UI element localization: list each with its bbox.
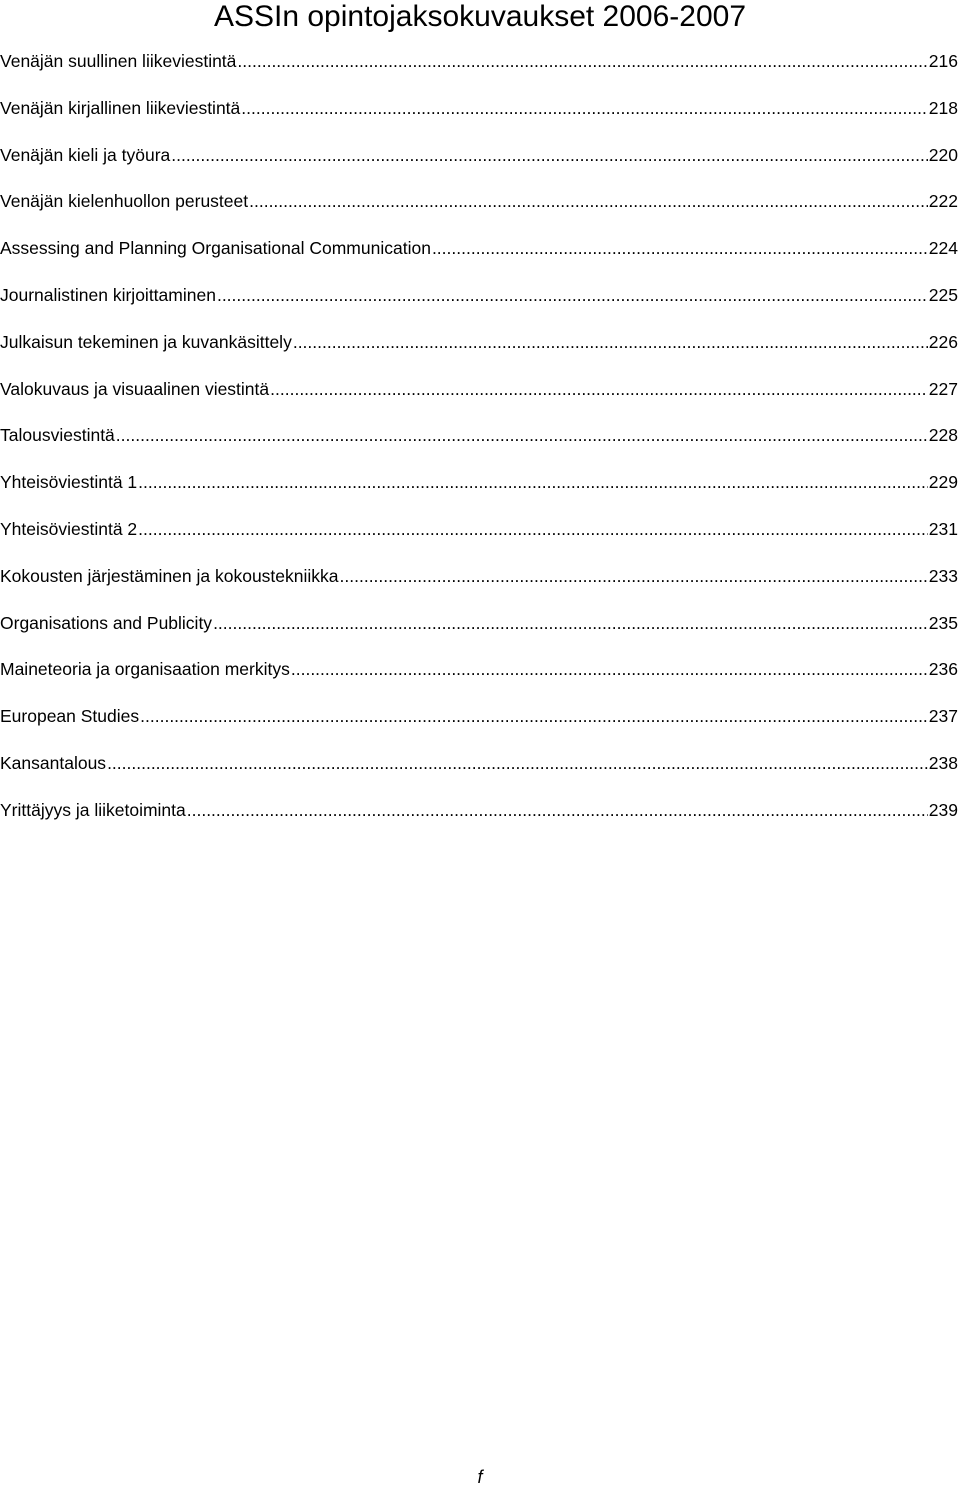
toc-entry[interactable] <box>0 559 958 606</box>
toc-entry-title: Maineteoria ja organisaation merkitys <box>0 659 290 680</box>
toc-entry-title: Kokousten järjestäminen ja kokoustekniikka <box>0 565 339 586</box>
toc-entry-title: Yhteisöviestintä 2 <box>0 518 138 539</box>
toc-entry[interactable] <box>0 512 958 559</box>
toc-entry[interactable] <box>0 465 958 512</box>
toc-entry-page: 228 <box>928 425 958 446</box>
dot-leader <box>237 50 927 72</box>
toc-entry-page: 236 <box>928 659 958 680</box>
dot-leader <box>270 378 928 400</box>
toc-entry-page: 216 <box>928 51 958 71</box>
dot-leader <box>107 752 928 774</box>
toc-entry-title: Venäjän kirjallinen liikeviestintä <box>0 97 241 118</box>
toc-entry-page: 235 <box>928 612 958 633</box>
dot-leader <box>217 284 928 306</box>
toc-entry[interactable] <box>0 184 958 231</box>
table-of-contents <box>0 44 958 840</box>
page-footer-marker: f <box>477 1467 483 1487</box>
toc-entry-title: Organisations and Publicity <box>0 612 213 633</box>
dot-leader <box>340 565 928 587</box>
toc-entry[interactable] <box>0 138 958 185</box>
dot-leader <box>138 518 928 540</box>
dot-leader <box>249 190 928 212</box>
toc-entry[interactable] <box>0 231 958 278</box>
toc-entry-title: Yrittäjyys ja liiketoiminta <box>0 799 186 820</box>
toc-entry-title: Journalistinen kirjoittaminen <box>0 284 216 305</box>
toc-entry-title: Venäjän kieli ja työura <box>0 144 171 165</box>
dot-leader <box>138 471 928 493</box>
toc-entry[interactable] <box>0 325 958 372</box>
dot-leader <box>291 658 928 680</box>
toc-entry-title: Yhteisöviestintä 1 <box>0 472 138 493</box>
toc-entry[interactable] <box>0 278 958 325</box>
toc-entry-title: Kansantalous <box>0 752 107 773</box>
toc-entry-page: 237 <box>928 706 958 727</box>
dot-leader <box>116 424 928 446</box>
toc-entry-page: 238 <box>928 752 958 773</box>
dot-leader <box>241 97 928 119</box>
toc-entry-page: 227 <box>928 378 958 399</box>
toc-entry-page: 218 <box>928 97 958 118</box>
toc-entry-page: 226 <box>928 331 958 352</box>
toc-entry[interactable] <box>0 793 958 840</box>
dot-leader <box>293 331 928 353</box>
toc-entry-title: Venäjän kielenhuollon perusteet <box>0 191 249 212</box>
toc-entry-page: 224 <box>928 238 958 259</box>
toc-entry[interactable] <box>0 606 958 653</box>
toc-entry[interactable] <box>0 652 958 699</box>
toc-entry-page: 220 <box>928 144 958 165</box>
toc-entry-page: 231 <box>928 518 958 539</box>
toc-entry[interactable] <box>0 746 958 793</box>
toc-entry-page: 239 <box>928 799 958 820</box>
dot-leader <box>171 144 928 166</box>
toc-entry-page: 229 <box>928 472 958 493</box>
toc-entry-title: Julkaisun tekeminen ja kuvankäsittely <box>0 331 292 352</box>
toc-entry-title: Valokuvaus ja visuaalinen viestintä <box>0 378 270 399</box>
toc-entry-title: Venäjän suullinen liikeviestintä <box>0 51 237 71</box>
toc-entry[interactable] <box>0 91 958 138</box>
toc-entry-title: European Studies <box>0 706 140 727</box>
page-title: ASSIn opintojaksokuvaukset 2006-2007 <box>213 0 747 33</box>
toc-entry-title: Talousviestintä <box>0 425 115 446</box>
dot-leader <box>187 799 928 821</box>
toc-entry[interactable] <box>0 372 958 419</box>
toc-entry[interactable] <box>0 699 958 746</box>
toc-entry[interactable] <box>0 44 958 91</box>
toc-entry[interactable] <box>0 418 958 465</box>
toc-entry-page: 222 <box>928 191 958 212</box>
dot-leader <box>213 612 928 634</box>
dot-leader <box>432 237 928 259</box>
dot-leader <box>140 705 928 727</box>
toc-entry-page: 233 <box>928 565 958 586</box>
toc-entry-title: Assessing and Planning Organisational Communication <box>0 238 431 259</box>
toc-entry-page: 225 <box>928 284 958 305</box>
